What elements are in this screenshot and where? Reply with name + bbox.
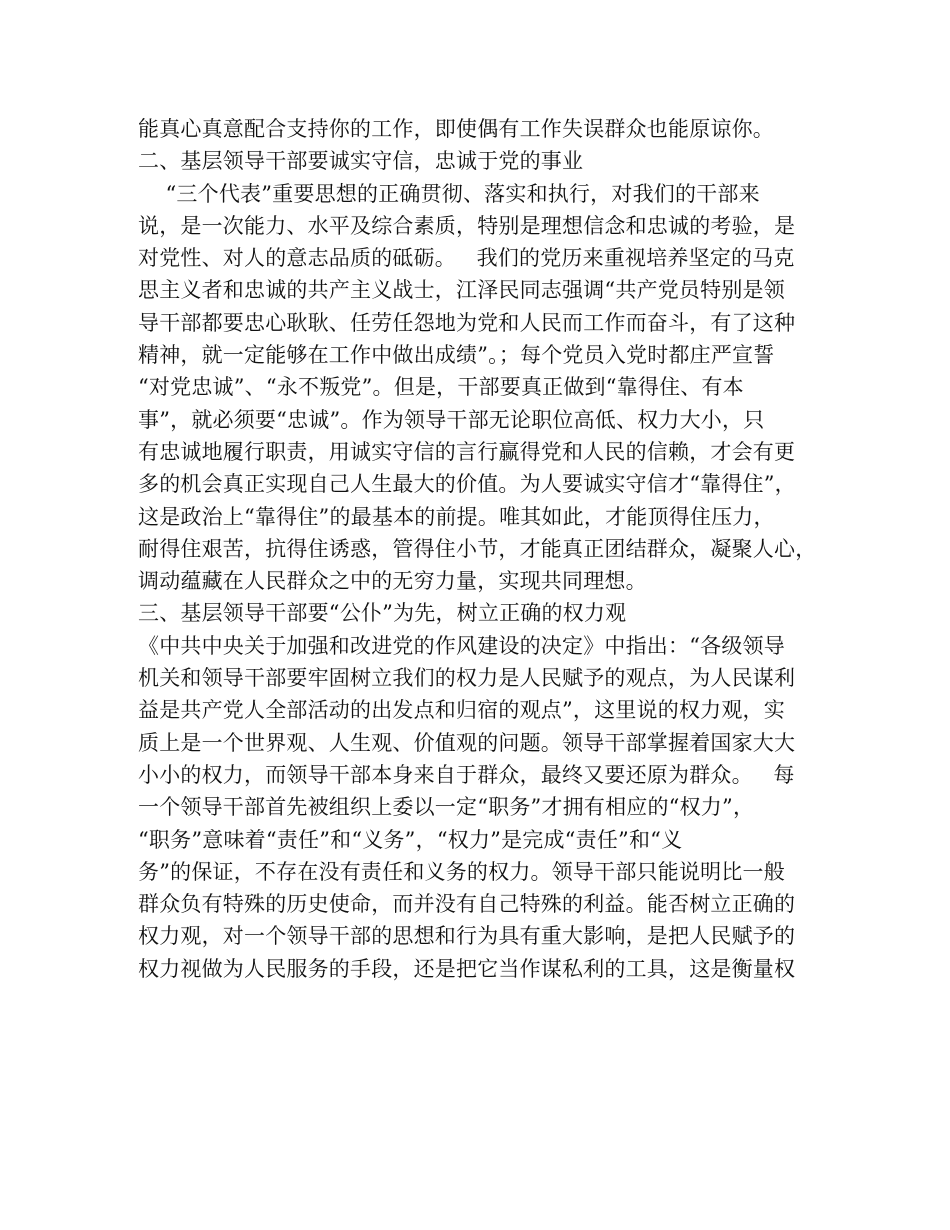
text-line: “三个代表”重要思想的正确贯彻、落实和执行，对我们的干部来 [138, 181, 760, 206]
section-heading: 二、基层领导干部要诚实守信，忠诚于党的事业 [138, 149, 584, 174]
text-line: 益是共产党人全部活动的出发点和归宿的观点”，这里说的权力观，实 [138, 698, 785, 723]
text-line: “对党忠诚”、“永不叛党”。但是，干部要真正做到“靠得住、有本 [138, 375, 744, 400]
text-line: 调动蕴藏在人民群众之中的无穷力量，实现共同理想。 [138, 569, 647, 594]
text-line: 权力观，对一个领导干部的思想和行为具有重大影响，是把人民赋予的 [138, 924, 796, 949]
text-line: 能真心真意配合支持你的工作，即使偶有工作失误群众也能原谅你。 [138, 117, 774, 141]
text-line: 一个领导干部首先被组织上委以一定“职务”才拥有相应的“权力”， [138, 795, 755, 820]
text-line: 导干部都要忠心耿耿、任劳任怨地为党和人民而工作而奋斗，有了这种 [138, 310, 796, 335]
text-line: 多的机会真正实现自己人生最大的价值。为人要诚实守信才“靠得住”， [138, 472, 796, 497]
body-text [138, 113, 828, 985]
text-line: 对党性、对人的意志品质的砥砺。 我们的党历来重视培养坚定的马克 [138, 246, 795, 271]
text-line: 务”的保证，不存在没有责任和义务的权力。领导干部只能说明比一般 [138, 859, 785, 884]
text-line: 事”，就必须要“忠诚”。作为领导干部无论职位高低、权力大小，只 [138, 407, 765, 432]
text-line: 小小的权力，而领导干部本身来自于群众，最终又要还原为群众。 每 [138, 762, 795, 787]
text-line: 《中共中央关于加强和改进党的作风建设的决定》中指出：“各级领导 [138, 633, 785, 658]
text-line: 精神，就一定能够在工作中做出成绩”。；每个党员入党时都庄严宣誓 [138, 343, 775, 368]
text-line: 权力视做为人民服务的手段，还是把它当作谋私利的工具，这是衡量权 [138, 956, 796, 981]
section-heading: 三、基层领导干部要“公仆”为先，树立正确的权力观 [138, 601, 627, 626]
text-line: 这是政治上“靠得住”的最基本的前提。唯其如此，才能顶得住压力， [138, 504, 775, 529]
text-line: 有忠诚地履行职责，用诚实守信的言行赢得党和人民的信赖，才会有更 [138, 439, 796, 464]
text-line: “职务”意味着“责任”和“义务”，“权力”是完成“责任”和“义 [138, 827, 683, 852]
text-line: 机关和领导干部要牢固树立我们的权力是人民赋予的观点，为人民谋利 [138, 666, 796, 691]
text-line: 思主义者和忠诚的共产主义战士，江泽民同志强调“共产党员特别是领 [138, 278, 785, 303]
text-line: 说，是一次能力、水平及综合素质，特别是理想信念和忠诚的考验，是 [138, 213, 796, 238]
text-line: 群众负有特殊的历史使命，而并没有自己特殊的利益。能否树立正确的 [138, 892, 796, 917]
text-line: 耐得住艰苦，抗得住诱惑，管得住小节，才能真正团结群众，凝聚人心， [138, 536, 817, 561]
text-line: 质上是一个世界观、人生观、价值观的问题。领导干部掌握着国家大大 [138, 730, 796, 755]
